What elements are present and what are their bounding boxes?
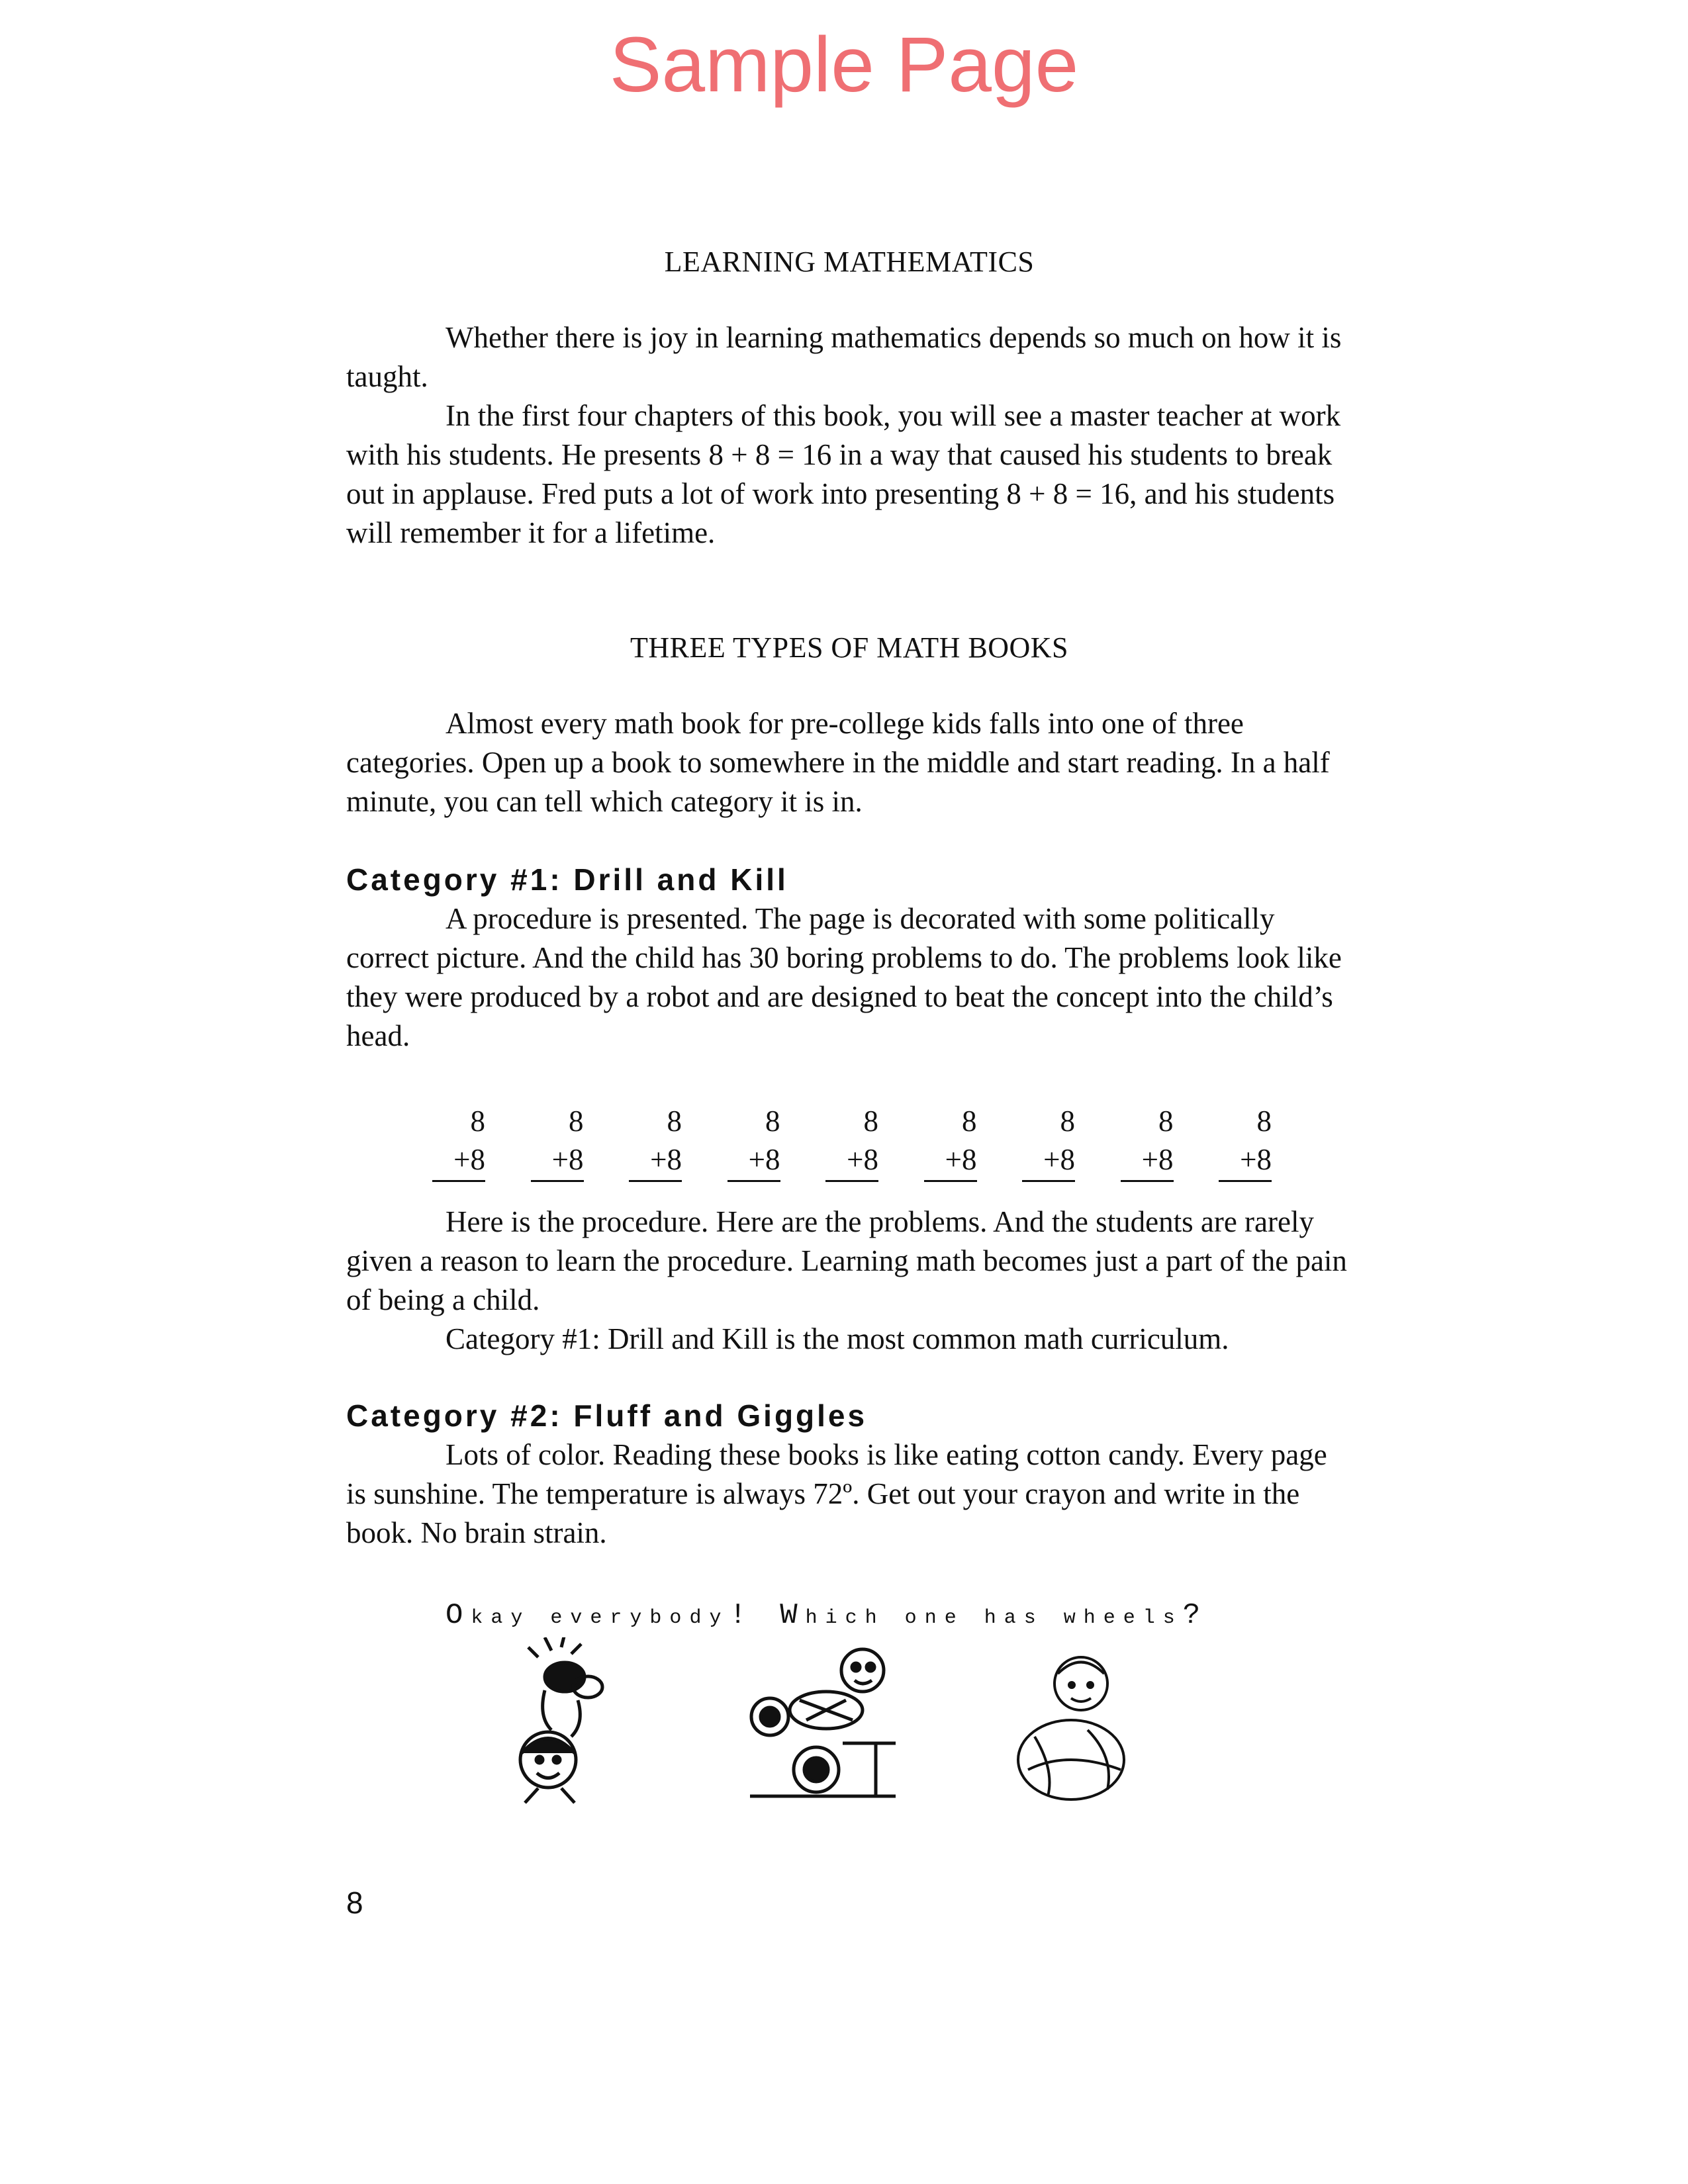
problem-top: 8 xyxy=(667,1105,682,1138)
problem-bottom: +8 xyxy=(727,1140,780,1182)
paragraph: Here is the procedure. Here are the problems. And the students are rarely given a reason to learn the procedure. Learning math becomes just a part of the pain of being a child. xyxy=(346,1205,1347,1316)
problem-top: 8 xyxy=(863,1105,878,1138)
cartoon-illustration xyxy=(346,1637,1352,1836)
paragraph: Lots of color. Reading these books is like eating cotton candy. Every page is sunshine. The temperature is always 72º. Get out your crayon and write in the book. No brain strain. xyxy=(346,1438,1327,1549)
category-2-title: Category #2: Fluff and Giggles xyxy=(346,1398,868,1433)
addition-problem xyxy=(629,1102,682,1182)
category-1-title: Category #1: Drill and Kill xyxy=(346,862,788,897)
drill-problems xyxy=(346,1102,1352,1181)
problem-top: 8 xyxy=(569,1105,584,1138)
problem-bottom: +8 xyxy=(629,1140,682,1182)
addition-problem xyxy=(727,1102,780,1182)
problem-bottom: +8 xyxy=(924,1140,977,1182)
problem-top: 8 xyxy=(1060,1105,1075,1138)
paragraph: Whether there is joy in learning mathematics depends so much on how it is taught. xyxy=(346,321,1342,393)
problem-top: 8 xyxy=(1158,1105,1174,1138)
problem-bottom: +8 xyxy=(1219,1140,1272,1182)
problem-bottom: +8 xyxy=(1121,1140,1174,1182)
problem-bottom: +8 xyxy=(1022,1140,1075,1182)
problem-bottom: +8 xyxy=(531,1140,584,1182)
problem-top: 8 xyxy=(962,1105,977,1138)
cartoon-caption: Okay everybody! Which one has wheels? xyxy=(445,1599,1209,1632)
addition-problem xyxy=(1219,1102,1272,1182)
addition-problem xyxy=(825,1102,878,1182)
page-number: 8 xyxy=(346,1886,363,1920)
section-heading-learning: LEARNING MATHEMATICS xyxy=(664,246,1035,278)
kid-on-wheels-image xyxy=(743,1637,915,1809)
problem-top: 8 xyxy=(1256,1105,1272,1138)
watermark: Sample Page xyxy=(609,21,1079,109)
paragraph: Almost every math book for pre-college kids falls into one of three categories. Open up a book to somewhere in the middle and start reading. In a half minute, you can tell which category it is in. xyxy=(346,707,1330,818)
addition-problem xyxy=(432,1102,485,1182)
paragraph: A procedure is presented. The page is decorated with some politically correct picture. And the child has 30 boring problems to do. The problems look like they were produced by a robot and are designed to beat the concept into the child’s head. xyxy=(346,902,1342,1052)
handstand-kid-image xyxy=(498,1637,631,1809)
addition-problem xyxy=(924,1102,977,1182)
paragraph: Category #1: Drill and Kill is the most common math curriculum. xyxy=(445,1322,1229,1355)
problem-bottom: +8 xyxy=(432,1140,485,1182)
addition-problem xyxy=(1121,1102,1174,1182)
addition-problem xyxy=(1022,1102,1075,1182)
addition-problem xyxy=(531,1102,584,1182)
page-content xyxy=(346,245,1352,1836)
kid-sitting-image xyxy=(1008,1637,1141,1809)
section-heading-three-types: THREE TYPES OF MATH BOOKS xyxy=(630,631,1068,664)
paragraph: In the first four chapters of this book, you will see a master teacher at work with his students. He presents 8 + 8 = 16 in a way that caused his students to break out in applause. Fred puts a lot of work into presenting 8 + 8 = 16, and his students will remember it for a lifetime. xyxy=(346,399,1341,549)
problem-bottom: +8 xyxy=(825,1140,878,1182)
problem-top: 8 xyxy=(765,1105,780,1138)
problem-top: 8 xyxy=(470,1105,485,1138)
